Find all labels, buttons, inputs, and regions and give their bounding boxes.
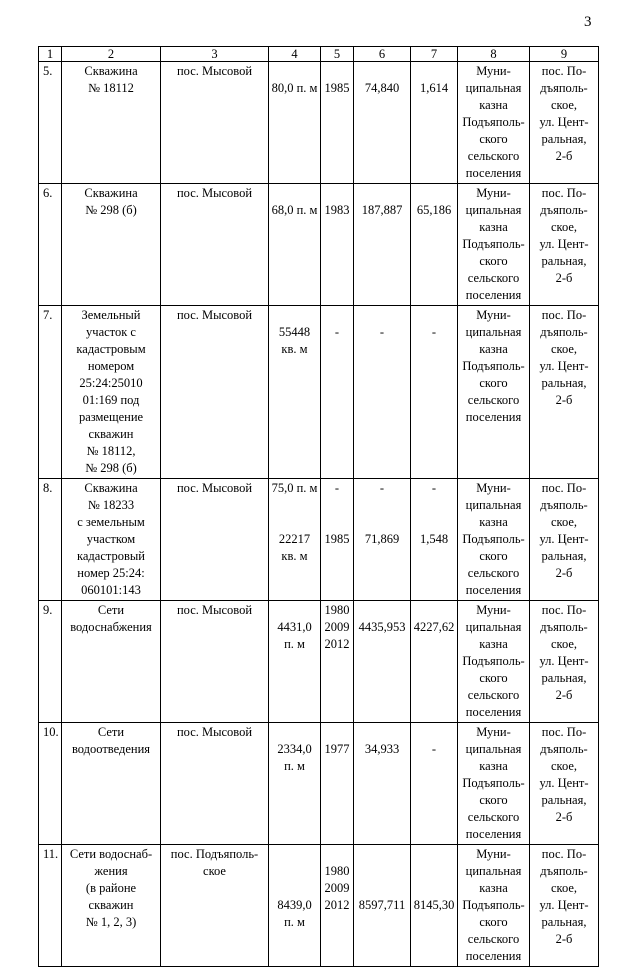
owner-line: Муни- xyxy=(476,603,511,617)
size-cell xyxy=(269,601,321,723)
owner-line: сельского xyxy=(467,688,520,702)
size-line: 4431,0 xyxy=(277,620,312,634)
residual-cost-cell xyxy=(411,306,458,479)
owner-line: поселения xyxy=(465,410,522,424)
owner-line: ского xyxy=(479,254,508,268)
residual-cost-value: - xyxy=(431,742,437,756)
object-name-line: № 298 (б) xyxy=(85,203,137,217)
cost-cell xyxy=(354,723,411,845)
owner-cell xyxy=(458,306,530,479)
address-line: 2-б xyxy=(555,393,573,407)
owner-line: сельского xyxy=(467,810,520,824)
year-cell xyxy=(321,184,354,306)
object-name-cell xyxy=(62,845,161,967)
object-name-line: № 18112, xyxy=(86,444,136,458)
cost-cell xyxy=(354,845,411,967)
owner-cell xyxy=(458,723,530,845)
object-name-cell xyxy=(62,306,161,479)
size-cell xyxy=(269,306,321,479)
owner-line: Муни- xyxy=(476,481,511,495)
owner-line: ского xyxy=(479,793,508,807)
object-name-line: номером xyxy=(87,359,135,373)
cost-value: 71,869 xyxy=(364,532,400,546)
owner-line: поселения xyxy=(465,949,522,963)
location-cell xyxy=(161,845,269,967)
location-line: пос. Мысовой xyxy=(176,64,253,78)
owner-line: казна xyxy=(479,98,508,112)
cost-value: - xyxy=(379,325,385,339)
cost-cell xyxy=(354,601,411,723)
object-name-line: жения xyxy=(94,864,128,878)
size-line: 55448 xyxy=(278,325,311,339)
address-line: дъяполь- xyxy=(540,864,588,878)
object-name-line: скважин xyxy=(88,898,134,912)
address-line: ское, xyxy=(550,220,578,234)
address-line: 2-б xyxy=(555,688,573,702)
owner-line: ципальная xyxy=(465,864,522,878)
address-line: пос. По- xyxy=(541,308,587,322)
header-cell: 1 xyxy=(39,47,62,62)
year-line: 1980 xyxy=(324,864,350,878)
row-number: 5. xyxy=(39,62,62,184)
owner-line: ципальная xyxy=(465,325,522,339)
address-line: пос. По- xyxy=(541,725,587,739)
owner-line: Муни- xyxy=(476,308,511,322)
address-line: ральная, xyxy=(541,132,587,146)
location-cell xyxy=(161,306,269,479)
object-name-line: (в районе xyxy=(85,881,137,895)
year-line: 2009 xyxy=(324,620,350,634)
location-line: пос. Мысовой xyxy=(176,186,253,200)
cost-value: 187,887 xyxy=(361,203,403,217)
location-line: пос. Мысовой xyxy=(176,725,253,739)
address-line: ральная, xyxy=(541,549,587,563)
residual-cost-cell xyxy=(411,479,458,601)
year-line: - xyxy=(334,481,340,495)
owner-line: сельского xyxy=(467,271,520,285)
owner-line: ципальная xyxy=(465,620,522,634)
address-line: ул. Цент- xyxy=(539,654,589,668)
address-line: ральная, xyxy=(541,376,587,390)
owner-cell xyxy=(458,601,530,723)
object-name-line: Скважина xyxy=(84,186,138,200)
object-name-line: водоотведения xyxy=(71,742,151,756)
owner-cell xyxy=(458,62,530,184)
size-line: 2334,0 xyxy=(277,742,312,756)
header-cell: 4 xyxy=(269,47,321,62)
object-name-line: 01:169 под xyxy=(82,393,140,407)
row-number: 11. xyxy=(39,845,62,967)
owner-cell xyxy=(458,845,530,967)
address-cell xyxy=(530,184,599,306)
residual-cost-value: 1,614 xyxy=(419,81,449,95)
table-row xyxy=(39,601,599,723)
residual-cost-value: 8145,30 xyxy=(413,898,455,912)
table-row xyxy=(39,62,599,184)
object-name-line: с земельным xyxy=(77,515,145,529)
size-line: 8439,0 xyxy=(277,898,312,912)
address-line: ральная, xyxy=(541,915,587,929)
owner-line: поселения xyxy=(465,288,522,302)
address-line: ул. Цент- xyxy=(539,776,589,790)
location-line: ское xyxy=(203,864,226,878)
year-line: 1985 xyxy=(324,532,350,546)
owner-line: Муни- xyxy=(476,64,511,78)
size-cell xyxy=(269,62,321,184)
year-line: 1977 xyxy=(324,742,350,756)
owner-line: ципальная xyxy=(465,742,522,756)
table-row xyxy=(39,723,599,845)
size-cell xyxy=(269,845,321,967)
cost-value: 74,840 xyxy=(364,81,400,95)
owner-line: поселения xyxy=(465,827,522,841)
residual-cost-value: 65,186 xyxy=(416,203,452,217)
size-cell xyxy=(269,723,321,845)
year-line: 2012 xyxy=(324,637,350,651)
owner-line: ского xyxy=(479,915,508,929)
year-line: 1985 xyxy=(324,81,350,95)
size-line: 75,0 п. м xyxy=(271,481,318,495)
address-cell xyxy=(530,62,599,184)
year-cell xyxy=(321,601,354,723)
header-cell: 9 xyxy=(530,47,599,62)
object-name-line: скважин xyxy=(88,427,134,441)
location-cell xyxy=(161,184,269,306)
address-line: ул. Цент- xyxy=(539,115,589,129)
cost-value: 8597,711 xyxy=(358,898,406,912)
object-name-line: кадастровый xyxy=(77,549,145,563)
location-line: пос. Мысовой xyxy=(176,481,253,495)
address-line: 2-б xyxy=(555,810,573,824)
address-line: ральная, xyxy=(541,793,587,807)
table-row xyxy=(39,306,599,479)
owner-line: казна xyxy=(479,515,508,529)
address-line: ул. Цент- xyxy=(539,359,589,373)
size-line: п. м xyxy=(284,759,305,773)
owner-line: поселения xyxy=(465,166,522,180)
address-line: дъяполь- xyxy=(540,325,588,339)
address-line: ул. Цент- xyxy=(539,237,589,251)
cost-cell xyxy=(354,184,411,306)
residual-cost-value: - xyxy=(431,481,437,495)
owner-line: Муни- xyxy=(476,847,511,861)
location-cell xyxy=(161,62,269,184)
address-line: дъяполь- xyxy=(540,742,588,756)
cost-value: - xyxy=(379,481,385,495)
row-number: 7. xyxy=(39,306,62,479)
year-line: - xyxy=(334,325,340,339)
location-line: пос. Мысовой xyxy=(176,603,253,617)
object-name-line: № 298 (б) xyxy=(85,461,137,475)
address-line: ское, xyxy=(550,759,578,773)
cost-cell xyxy=(354,306,411,479)
header-cell: 3 xyxy=(161,47,269,62)
owner-line: ского xyxy=(479,132,508,146)
row-number: 9. xyxy=(39,601,62,723)
address-line: пос. По- xyxy=(541,64,587,78)
property-register-table xyxy=(38,46,599,967)
size-line: 80,0 п. м xyxy=(271,81,318,95)
location-cell xyxy=(161,601,269,723)
year-cell xyxy=(321,479,354,601)
owner-line: Муни- xyxy=(476,186,511,200)
year-line: 2012 xyxy=(324,898,350,912)
residual-cost-cell xyxy=(411,184,458,306)
owner-line: сельского xyxy=(467,566,520,580)
object-name-cell xyxy=(62,479,161,601)
owner-line: сельского xyxy=(467,932,520,946)
address-line: ское, xyxy=(550,637,578,651)
owner-line: Подъяполь- xyxy=(462,237,525,251)
object-name-line: № 18112 xyxy=(88,81,134,95)
year-line: 2009 xyxy=(324,881,350,895)
residual-cost-cell xyxy=(411,62,458,184)
owner-line: Муни- xyxy=(476,725,511,739)
address-line: 2-б xyxy=(555,149,573,163)
size-line: п. м xyxy=(284,637,305,651)
address-cell xyxy=(530,601,599,723)
owner-line: ципальная xyxy=(465,203,522,217)
address-line: ул. Цент- xyxy=(539,898,589,912)
owner-line: казна xyxy=(479,881,508,895)
owner-line: сельского xyxy=(467,149,520,163)
residual-cost-value: 1,548 xyxy=(419,532,449,546)
owner-line: поселения xyxy=(465,705,522,719)
location-cell xyxy=(161,723,269,845)
row-number: 10. xyxy=(39,723,62,845)
object-name-line: размещение xyxy=(78,410,144,424)
year-cell xyxy=(321,845,354,967)
address-line: пос. По- xyxy=(541,847,587,861)
header-cell: 7 xyxy=(411,47,458,62)
owner-line: поселения xyxy=(465,583,522,597)
size-line: 22217 xyxy=(278,532,311,546)
object-name-line: участком xyxy=(86,532,136,546)
address-line: дъяполь- xyxy=(540,203,588,217)
address-line: дъяполь- xyxy=(540,81,588,95)
address-line: ул. Цент- xyxy=(539,532,589,546)
owner-line: казна xyxy=(479,759,508,773)
owner-line: казна xyxy=(479,220,508,234)
object-name-cell xyxy=(62,601,161,723)
year-line: 1980 xyxy=(324,603,350,617)
address-line: 2-б xyxy=(555,932,573,946)
address-line: ское, xyxy=(550,342,578,356)
size-cell xyxy=(269,184,321,306)
location-line: пос. Подъяполь- xyxy=(170,847,259,861)
page-number: 3 xyxy=(584,14,592,30)
cost-cell xyxy=(354,479,411,601)
object-name-line: Сети водоснаб- xyxy=(69,847,153,861)
size-line: кв. м xyxy=(281,342,308,356)
object-name-line: Сети xyxy=(97,603,125,617)
year-line: 1983 xyxy=(324,203,350,217)
address-cell xyxy=(530,306,599,479)
address-line: дъяполь- xyxy=(540,498,588,512)
owner-line: Подъяполь- xyxy=(462,359,525,373)
owner-line: ского xyxy=(479,549,508,563)
object-name-line: Сети xyxy=(97,725,125,739)
object-name-line: водоснабжения xyxy=(70,620,152,634)
owner-line: ского xyxy=(479,671,508,685)
owner-line: Подъяполь- xyxy=(462,115,525,129)
object-name-line: № 18233 xyxy=(87,498,135,512)
address-line: ское, xyxy=(550,98,578,112)
year-cell xyxy=(321,62,354,184)
header-cell: 8 xyxy=(458,47,530,62)
object-name-line: 060101:143 xyxy=(81,583,141,597)
cost-cell xyxy=(354,62,411,184)
owner-line: ципальная xyxy=(465,498,522,512)
owner-line: казна xyxy=(479,637,508,651)
object-name-line: Скважина xyxy=(84,64,138,78)
location-cell xyxy=(161,479,269,601)
residual-cost-cell xyxy=(411,845,458,967)
table-header-row xyxy=(39,47,599,62)
address-line: ское, xyxy=(550,881,578,895)
size-line: 68,0 п. м xyxy=(271,203,318,217)
object-name-line: номер 25:24: xyxy=(77,566,145,580)
owner-line: Подъяполь- xyxy=(462,654,525,668)
size-line: кв. м xyxy=(281,549,308,563)
object-name-line: кадастровым xyxy=(76,342,146,356)
owner-line: ского xyxy=(479,376,508,390)
header-cell: 2 xyxy=(62,47,161,62)
object-name-cell xyxy=(62,184,161,306)
location-line: пос. Мысовой xyxy=(176,308,253,322)
owner-line: Подъяполь- xyxy=(462,776,525,790)
table-row xyxy=(39,184,599,306)
residual-cost-cell xyxy=(411,723,458,845)
residual-cost-value: - xyxy=(431,325,437,339)
object-name-line: № 1, 2, 3) xyxy=(85,915,137,929)
cost-value: 4435,953 xyxy=(358,620,406,634)
address-line: ральная, xyxy=(541,254,587,268)
owner-cell xyxy=(458,479,530,601)
year-cell xyxy=(321,723,354,845)
address-line: 2-б xyxy=(555,566,573,580)
residual-cost-value: 4227,62 xyxy=(413,620,455,634)
address-line: ское, xyxy=(550,515,578,529)
header-cell: 5 xyxy=(321,47,354,62)
address-line: пос. По- xyxy=(541,603,587,617)
table-row xyxy=(39,845,599,967)
address-cell xyxy=(530,723,599,845)
cost-value: 34,933 xyxy=(364,742,400,756)
address-cell xyxy=(530,845,599,967)
owner-line: ципальная xyxy=(465,81,522,95)
object-name-line: Земельный xyxy=(81,308,141,322)
address-line: пос. По- xyxy=(541,186,587,200)
object-name-line: 25:24:25010 xyxy=(79,376,143,390)
address-line: дъяполь- xyxy=(540,620,588,634)
owner-line: казна xyxy=(479,342,508,356)
address-line: 2-б xyxy=(555,271,573,285)
object-name-cell xyxy=(62,62,161,184)
owner-line: Подъяполь- xyxy=(462,898,525,912)
address-line: ральная, xyxy=(541,671,587,685)
object-name-cell xyxy=(62,723,161,845)
object-name-line: участок с xyxy=(86,325,136,339)
owner-line: Подъяполь- xyxy=(462,532,525,546)
header-cell: 6 xyxy=(354,47,411,62)
row-number: 6. xyxy=(39,184,62,306)
address-line: пос. По- xyxy=(541,481,587,495)
year-cell xyxy=(321,306,354,479)
address-cell xyxy=(530,479,599,601)
table-row xyxy=(39,479,599,601)
size-cell xyxy=(269,479,321,601)
owner-line: сельского xyxy=(467,393,520,407)
owner-cell xyxy=(458,184,530,306)
residual-cost-cell xyxy=(411,601,458,723)
object-name-line: Скважина xyxy=(84,481,138,495)
row-number: 8. xyxy=(39,479,62,601)
size-line: п. м xyxy=(284,915,305,929)
